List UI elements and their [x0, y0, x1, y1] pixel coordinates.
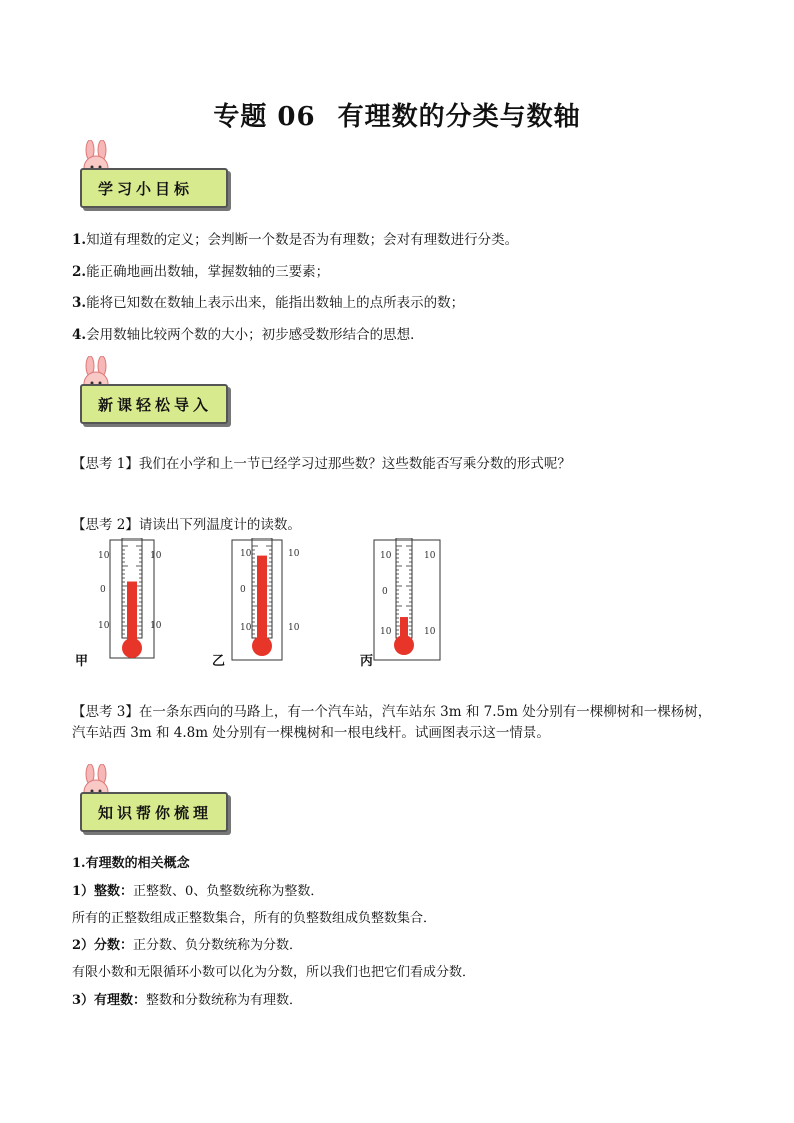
thermometer-graphic [88, 538, 248, 668]
thermometer-graphic [230, 538, 390, 668]
thermometer-yi [230, 538, 390, 668]
thermometer-graphic [372, 538, 532, 668]
thermometer-label: 丙 [360, 654, 374, 669]
section-title: 学习小目标 [98, 180, 194, 198]
scale-bottom-label: 10 [240, 623, 252, 633]
think-2: 【思考 2】请读出下列温度计的读数。 [72, 517, 301, 533]
scale-bottom-label: 10 [380, 627, 392, 637]
thermometer-label: 乙 [212, 654, 226, 669]
section-tag [80, 792, 228, 832]
goal-item: 3.能将已知数在数轴上表示出来，能指出数轴上的点所表示的数； [72, 295, 465, 311]
goal-item: 4.会用数轴比较两个数的大小；初步感受数形结合的思想． [72, 327, 424, 343]
scale-top-label: 10 [380, 551, 392, 561]
section-tag [80, 168, 228, 208]
scale-bottom-label-right: 10 [424, 627, 436, 637]
scale-top-label: 10 [98, 551, 110, 561]
goal-item: 2.能正确地画出数轴，掌握数轴的三要素； [72, 264, 330, 280]
page-title [0, 96, 794, 133]
scale-bottom-label: 10 [98, 621, 110, 631]
section-badge-summary [74, 764, 234, 844]
section-badge-intro [74, 356, 234, 436]
summary-note-2: 有限小数和无限循环小数可以化为分数，所以我们也把它们看成分数． [72, 965, 476, 980]
summary-heading: 1.有理数的相关概念 [72, 856, 190, 871]
think-3-cont: 汽车站西 3m 和 4.8m 处分别有一棵槐树和一根电线杆。试画图表示这一情景。 [72, 725, 550, 741]
scale-bottom-label-right: 10 [150, 621, 162, 631]
thermometer-bing [372, 538, 532, 668]
scale-bottom-label-right: 10 [288, 623, 300, 633]
section-tag [80, 384, 228, 424]
thermometer-label: 甲 [75, 654, 89, 669]
summary-note-1: 所有的正整数组成正整数集合，所有的负整数组成负整数集合． [72, 911, 437, 926]
think-1: 【思考 1】我们在小学和上一节已经学习过那些数？这些数能否写乘分数的形式呢？ [72, 456, 571, 472]
title-number: 专题 06 [213, 102, 316, 132]
summary-item-2: 2）分数：正分数、负分数统称为分数． [72, 938, 303, 953]
section-badge-goals [74, 140, 234, 220]
think-3: 【思考 3】在一条东西向的马路上，有一个汽车站，汽车站东 3m 和 7.5m 处分别有一棵柳树和一棵杨树， [72, 704, 712, 720]
scale-zero-label: 0 [100, 585, 106, 595]
scale-zero-label: 0 [240, 585, 246, 595]
thermometer-jia [88, 538, 248, 668]
scale-top-label-right: 10 [424, 551, 436, 561]
scale-top-label-right: 10 [288, 549, 300, 559]
scale-top-label: 10 [240, 549, 252, 559]
title-text: 有理数的分类与数轴 [337, 102, 581, 132]
section-title: 新课轻松导入 [98, 396, 213, 414]
summary-item-3: 3）有理数：整数和分数统称为有理数． [72, 993, 303, 1008]
goal-item: 1.知道有理数的定义；会判断一个数是否为有理数；会对有理数进行分类。 [72, 232, 519, 248]
section-title: 知识帮你梳理 [98, 804, 213, 822]
scale-zero-label: 0 [382, 587, 388, 597]
summary-item-1: 1）整数：正整数、0、负整数统称为整数． [72, 884, 324, 899]
scale-top-label-right: 10 [150, 551, 162, 561]
